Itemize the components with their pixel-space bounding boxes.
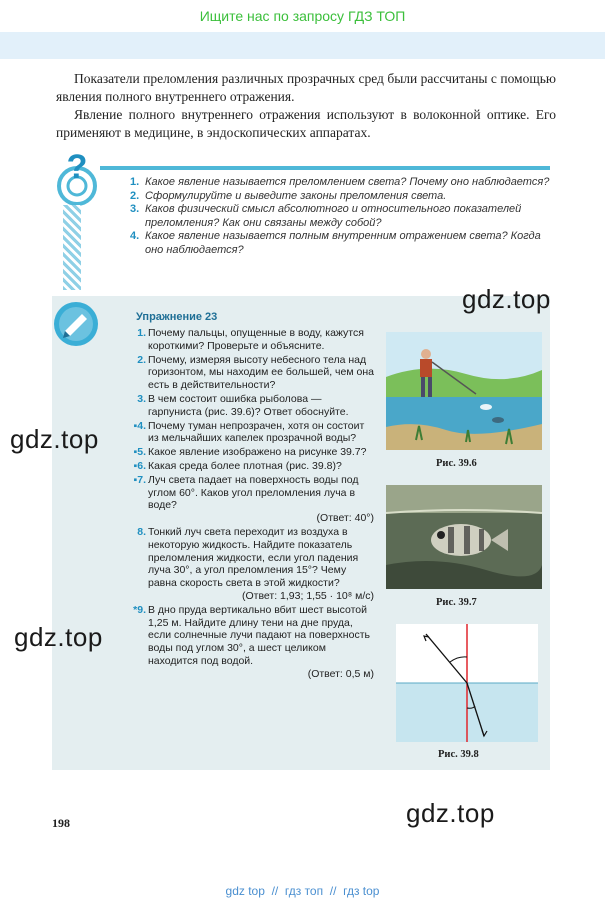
exercise-answer: (Ответ: 40°): [316, 512, 374, 525]
exercise-item: ▪4. Почему туман непрозрачен, хотя он состоит из мельчайших капелек прозрачной воды?: [133, 419, 365, 445]
svg-text:?: ?: [66, 148, 88, 186]
figure-fish-photo: [386, 485, 542, 589]
exercise-item: 3. В чем состоит ошибка рыболова — гарпуниста (рис. 39.6)? Ответ обоснуйте.: [137, 392, 349, 418]
question-mark-icon: [52, 148, 102, 208]
exercise-item: 2. Почему, измеряя высоту небесного тела над горизонтом, мы находим ее большей, чем она есть в действительности?: [137, 353, 374, 392]
questions-hatch: [63, 205, 81, 290]
exercise-item: ▪5. Какое явление изображено на рисунке 39.7?: [133, 446, 367, 459]
figure-caption: Рис. 39.7: [436, 597, 477, 608]
review-questions: [130, 176, 550, 257]
exercise-list: [126, 327, 374, 682]
watermark: gdz.top: [406, 798, 495, 828]
exercise-item: *9. В дно пруда вертикально вбит шест высотой 1,25 м. Найдите длину тени на дне пруда, если солнечные лучи падают на поверхность воды под углом 30°, а шест целиком находится под водой. (Ответ: 0,5 м): [133, 603, 374, 680]
exercise-answer: (Ответ: 0,5 м): [307, 667, 374, 680]
watermark: gdz.top: [10, 424, 99, 454]
intro-text: [56, 70, 556, 142]
figure-caption: Рис. 39.6: [436, 458, 477, 469]
top-banner[interactable]: Ищите нас по запросу ГДЗ ТОП: [199, 8, 406, 24]
watermark: gdz.top: [462, 284, 551, 314]
figure-refraction-diagram: [396, 624, 538, 742]
header-band: [0, 32, 605, 59]
footer-links[interactable]: gdz top // гдз топ // гдз top: [225, 884, 380, 898]
page-number: 198: [52, 816, 70, 830]
exercise-answer: (Ответ: 1,93; 1,55 · 10⁸ м/с): [241, 589, 374, 602]
question-item: 2. Сформулируйте и выведите законы преломления света.: [130, 189, 447, 202]
watermark: gdz.top: [14, 622, 103, 652]
question-item: 3. Каков физический смысл абсолютного и относительного показателей преломления? Как они связаны между собой?: [130, 203, 522, 229]
intro-paragraph-1: Показатели преломления различных прозрачных сред были рассчитаны с помощью явления полного внутреннего отражения.: [56, 71, 556, 104]
exercise-item: 8. Тонкий луч света переходит из воздуха в некоторую жидкость. Найдите показатель преломления жидкости, если угол падения луча 30°, а угол преломления 15°? Чему равна скорость света в этой жидкости? (Ответ: 1,93; 1,55 · 10⁸ м/с): [137, 525, 374, 602]
questions-divider: [100, 166, 550, 170]
exercise-item: 1. Почему пальцы, опущенные в воду, кажутся короткими? Проверьте и объясните.: [137, 327, 364, 352]
pencil-icon: [52, 300, 100, 348]
figure-fisherman-illustration: [386, 332, 542, 450]
question-item: 4. Какое явление называется полным внутренним отражением света? Когда оно наблюдается?: [130, 230, 541, 256]
question-item: 1. Какое явление называется преломлением света? Почему оно наблюдается?: [130, 176, 550, 188]
exercise-title: Упражнение 23: [136, 311, 218, 323]
figure-caption: Рис. 39.8: [438, 749, 479, 760]
exercise-item: ▪6. Какая среда более плотная (рис. 39.8)?: [133, 459, 342, 472]
exercise-item: ▪7. Луч света падает на поверхность воды под углом 60°. Каков угол преломления луча в воде? (Ответ: 40°): [133, 473, 374, 525]
intro-paragraph-2: Явление полного внутреннего отражения используют в волоконной оптике. Его применяют в медицине, в эндоскопических аппаратах.: [56, 107, 556, 140]
